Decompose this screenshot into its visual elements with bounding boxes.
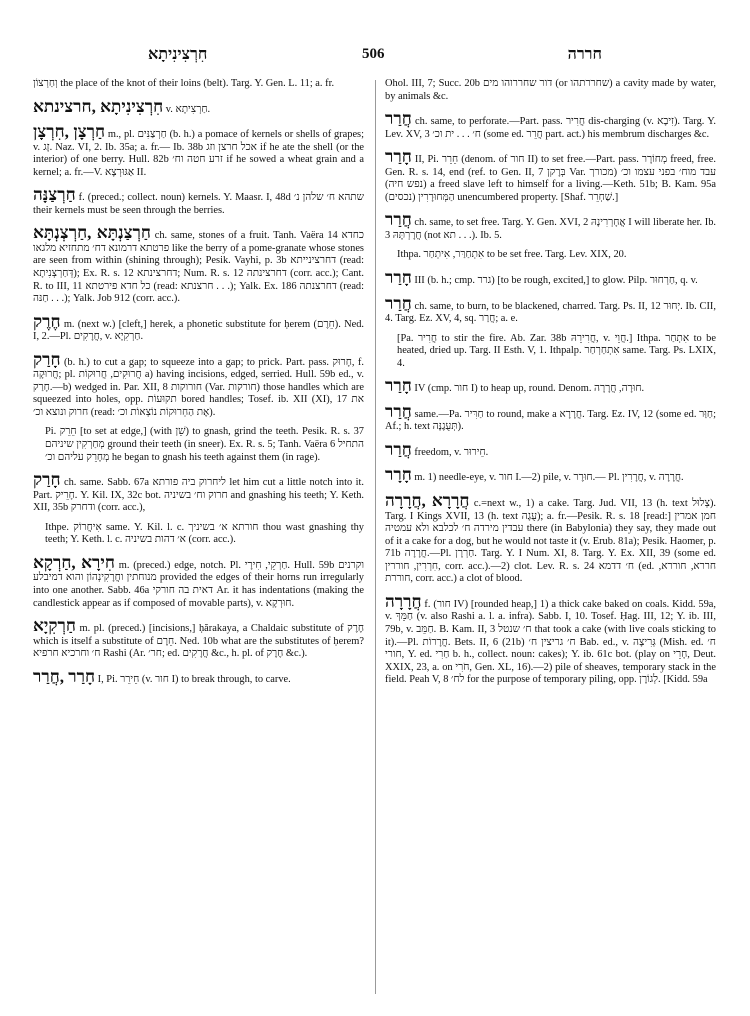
page-number: 506 [362, 46, 385, 62]
entry-headword: חַרְצַנְתָּא ,חַרְצְנְתָּא [33, 223, 151, 243]
entry-text: II, Pi. חֵרֵר (denom. of חור II) to set free.—Part. pass. מְחוֹרָר freed, free. Gen. R. s. 14, end (ref. to Gen. II, 7 בְּרָקן Var. מכורך) עבד מוח׳ בפני עצמו וכ׳ (נפש חיה) a freed slave left to himself for a living.—Keth. 51b; B. Kam. 95a הַמְּחוּרָרִין (נכסים) unencumbered property. [Shaf. שַׁחְרֵר.] [385, 154, 716, 203]
dictionary-entry [385, 269, 716, 288]
dictionary-entry [385, 466, 716, 485]
entry-text: I, Pi. חֵירֵר (v. חור I) to break through, to carve. [97, 673, 291, 685]
entry-text: c.=next w., 1) a cake. Targ. Jud. VII, 13 (h. text צְלוּל). Targ. I Kings XVII, 13 (h. text עֻגָה); a. fr.—Pesik. R. s. 18 [read:] חמן אמרין עבדין מירדה ח׳ לכלבא ולא עמטיה there (in Babylonia) they say, they made out of it a cake for a dog, but he would not taste it (v. Erub. 81a); Pesik. Haomer, p. 71b חֲרָרָה.—Pl. חַרְרָן. Targ. Y. I Num. XI, 8. Targ. Y. Ex. XII, 39 (some ed. חִרְרִין, חוררין, corr. acc.).—2) clot. Lev. R. s. 24 ח׳ דדמא (ed. חררא, חוררא, חוררת, corr. acc.) a clot of blood. [385, 498, 716, 585]
entry-text: וְחַרְצוֹן the place of the knot of their loins (belt). Targ. Y. Gen. L. 11; a. fr. [33, 78, 335, 89]
dictionary-entry [33, 617, 364, 661]
entry-headword: חֲרַר [385, 210, 412, 230]
dictionary-entry [385, 78, 716, 103]
entry-text: m. pl. (preced.) [incisions,] ḥărakaya, a Chaldaic substitute of חֶרֶק which is itself a substitute of חֵרֶם. Ned. 10b what are the substitutes of ḥerem? ח׳ וחרכיא חרפיא Rashi (Ar. חר׳; ed. חֲרָקִים &c., h. pl. of חֶרֶק &c.). [33, 623, 364, 660]
dictionary-entry [385, 295, 716, 326]
dictionary-entry [33, 123, 364, 179]
dictionary-entry [33, 224, 364, 305]
dictionary-entry [33, 471, 364, 515]
entry-headword: חָרַר [385, 376, 412, 396]
entry-headword: חַרְצַנָּה [33, 185, 76, 205]
entry-text: Ithpe. אִיחֲרוֹק same. Y. Kil. l. c. חורתא א׳ בשיניך thou wast gnashing thy teeth; Y. Keth. l. c. א׳ דהות בשיניה (corr. acc.). [45, 521, 364, 546]
entry-headword: חֲרַר [385, 401, 412, 421]
entry-headword: חַרְצָן ,חִרְצָן [33, 122, 106, 142]
dictionary-entry [385, 249, 716, 262]
dictionary-entry [33, 668, 364, 687]
entry-text: Pi. חֵרֵק [to set at edge,] (with שֵׁן) to gnash, grind the teeth. Pesik. R. s. 37 מְחַרְקִין שיניהם ground their teeth (in sneer). Ex. R. s. 5; Tanh. Vaëra 6 התחיל מְחָרֵק עליהם וכ׳ he began to gnash his teeth against them (in rage). [45, 426, 364, 463]
right-column [385, 78, 716, 998]
dictionary-entry [385, 148, 716, 204]
entry-headword: חָרַר [385, 268, 412, 288]
entry-text: f. (preced.; collect. noun) kernels. Y. Maasr. I, 48d שתהא ח׳ שלהן נ׳ their kernels must be seen through the berries. [33, 192, 364, 216]
entry-text: freedom, v. חֵירוּר. [414, 446, 489, 458]
entry-text: ch. same, to burn, to be blackened, charred. Targ. Ps. II, 12 יְחוּר. Ib. CII, 4. Targ. Ez. XV, 4, sq. חֲרַר; a. e. [385, 300, 716, 325]
entry-text: m. (preced.) edge, notch. Pl. חַרְקֵי, חִירָי. Hull. 59b וקרנים מנוחתין וחֲרָקִינְהוֹן והוא דמיבלע provided the edges of their horns run irregularly into one another. Sabb. 46a דאית בה חורקי Ar. it has indentations (making the candlestick appear as if composed of movable parts), v. חוּרְקָא. [33, 559, 364, 609]
header-right-headword: חררה [567, 46, 602, 63]
entry-text: ch. same, stones of a fruit. Tanh. Vaëra 14 כחדא פרטתא דרמונא דח׳ מתחזיא מלגאו like the berry of a pome-granate whose stones are seen from within (shining through); Pesik. Vayhi, p. 3b דחרצינייתא (read: דְּחַרְצְנִיתָא); Ex. R. s. 12 דחרצינתא; Num. R. s. 12 דחרצינתה (corr. acc.); Cant. R. to III, 11 כל חדא פירטתא (read: חרצנתא . . .); Yalk. Ex. 186 דחרצנתה (read: חַנּה . . .); Yalk. Job 912 (corr. acc.). [33, 230, 364, 305]
entry-headword: חֲרָרָה [385, 591, 422, 611]
dictionary-entry [385, 492, 716, 586]
header-left-headword: חִרְצִינִיתָא [148, 46, 208, 63]
entry-text: [Pa. חֲרִיר to stir the fire. Ab. Zar. 38b חֲרִירֵהּ, v. חֲוֵי.] Ithpa. אִתְחַר to be heated, dried up. Targ. II Esth. V, 1. Ithpalp. אִתְחַרְחַר same. Targ. Ps. LXIX, 4. [397, 332, 716, 369]
entry-headword: חֶרֶק [33, 311, 61, 331]
entry-headword: חָרַר ,חֲרַר [33, 666, 96, 686]
entry-text: m. (next w.) [cleft,] herek, a phonetic substitute for ḥerem (חֵרֶם). Ned. I, 2.—Pl. חֲרָקִים, v. חַרְקִיָא. [33, 318, 364, 343]
entry-headword: חַרְקִיָא [33, 616, 76, 636]
dictionary-entry [33, 554, 364, 610]
entry-headword: חָרַר [385, 147, 412, 167]
dictionary-entry [33, 313, 364, 344]
entry-text: f. (חור IV) [rounded heap,] 1) a thick cake baked on coals. Kidd. 59a, v. חַמֵּךְ (v. also Rashi a. l. a. infra). Sabb. I, 10. Tosef. Ḥag. III, 12; Y. ib. III, 79b, v. חַמֵּב. B. Kam. II, 3 ח׳ שנטל that took a cake (with live coals sticking to it).—Pl. חֲרָרוֹת. Bets. II, 6 (21b) ח׳ גריצין ח׳ Bab. ed., v. גְּרִיצָה (Mish. ed. ח׳ חורי, Y. ed. חַרִי b. h., collect. noun: cakes); Y. ib. 61c bot. (play on חָרֵי, Deut. XXIX, 23, a. on חֹרִי, Gen. XL, 16).—2) pile of sheaves, temporary stack in the field. Peah V, 8 לח׳ for the purpose of temporary piling, opp. לְגוֹרֶן. [Kidd. 59a [385, 598, 716, 686]
entry-headword: חִרְצִינִיתָא ,חרצינתא [33, 96, 164, 116]
entry-headword: חֲרַר [385, 293, 412, 313]
entry-text: III (b. h.; cmp. גרר) [to be rough, excited,] to glow. Pilp. חַרְחוּר, q. v. [414, 275, 698, 287]
page-header [28, 46, 722, 72]
entry-headword: חֲרַר [385, 109, 412, 129]
entry-text: m. 1) needle-eye, v. חור I.—2) pile, v. חוּרֶר.— Pl. חֲרָרִין, v. חֲרָרָה. [414, 472, 684, 484]
entry-text: same.—Pa. חַרִּיר to round, make a חֲרָרָא. Targ. Ez. IV, 12 (some ed. חַוַּר; Af.; h. text תְּעֻגֶנָּה). [385, 408, 716, 433]
entry-headword: חֲרָרָא ,חֲרָרָה [385, 491, 470, 511]
entry-text: Ithpa. אִתְחַרַּר, אִיתְחַר to be set free. Targ. Lev. XIX, 20. [397, 249, 627, 261]
dictionary-entry [385, 377, 716, 396]
dictionary-entry [33, 351, 364, 420]
entry-text: ch. same, to perforate.—Part. pass. חֲרִיר dis-charging (v. זִיבָא). Targ. Y. Lev. XV, 3 ח׳ . . . ית וכ׳ (some ed. חֲרֵר part. act.) his membrum discharges &c. [385, 116, 716, 140]
dictionary-entry [33, 522, 364, 547]
entry-headword: חָרַק [33, 470, 61, 490]
dictionary-entry [385, 110, 716, 141]
column-divider [375, 80, 376, 994]
dictionary-entry [385, 333, 716, 371]
dictionary-entry [385, 593, 716, 687]
entry-headword: חֲרַר [385, 439, 412, 459]
entry-headword: חָרַק [33, 349, 61, 369]
entry-text: Ohol. III, 7; Succ. 20b דור שחררוהו מים (or שחררתהו) a cavity made by water, by animals &c. [385, 78, 716, 102]
entry-text: v. חַרְצִיתָא. [165, 103, 211, 115]
entry-text: m., pl. חַרְצַנִּים (b. h.) a pomace of kernels or shells of grapes; v. זָג. Naz. VI, 2. Ib. 35a; a. fr.— Ib. 38b אכל חרצן וזג if he ate the shell (or the interior) of one berry. Hull. 82b זרע חטה וח׳ if he sowed a wheat grain and a kernel; a. fr.—V. אַגּוּרְצָא II. [33, 129, 364, 178]
dictionary-entry [33, 78, 364, 91]
dictionary-entry [385, 441, 716, 460]
dictionary-entry [33, 186, 364, 217]
entry-text: ch. same, to set free. Targ. Y. Gen. XVI, 2 אֲחָרְרִינָהּ I will liberate her. Ib. 3 חֲרָרְתָּהּ (not תא . . .). Ib. 5. [385, 217, 716, 241]
entry-headword: חִירָא ,חַרְקָא [33, 552, 115, 572]
entry-headword: חָרָר [385, 465, 412, 485]
entry-text: IV (cmp. חור I) to heap up, round. Denom. חוּרָה, חֲרָרָה. [414, 383, 645, 395]
entry-text: ch. same. Sabb. 67a ליחרוק ביה פורתא let him cut a little notch into it. Part. חָרֵיק. Y. Kil. IX, 32c bot. חרוק וח׳ בשיניה and gnashing his teeth; Y. Keth. XII, 35b ודחרק (corr. acc.), [33, 477, 364, 514]
left-column [33, 78, 364, 998]
dictionary-entry [385, 403, 716, 434]
dictionary-entry [33, 426, 364, 464]
entry-text: (b. h.) to cut a gap; to squeeze into a gap; to prick. Part. pass. חָרוּק, f. חֲרוּקָה; pl. חֲרוּקִים, חֲרוּקוֹת a) having incisions, edged, serried. Hull. 59b ed., v. חָרַק.—b) wedged in. Par. XII, 8 חורוקות (Var. חורקות) those handles which are squeezed into holes, opp. תקוּעוֹת bored handles; Tosef. ib. XII (XI), 17 את חרוק ונוצא וכ׳ (read: אֶת הַחְרוּקוֹת נוֹצְאוֹת וכ׳). [33, 356, 364, 418]
dictionary-entry [33, 98, 364, 117]
dictionary-entry [385, 211, 716, 242]
